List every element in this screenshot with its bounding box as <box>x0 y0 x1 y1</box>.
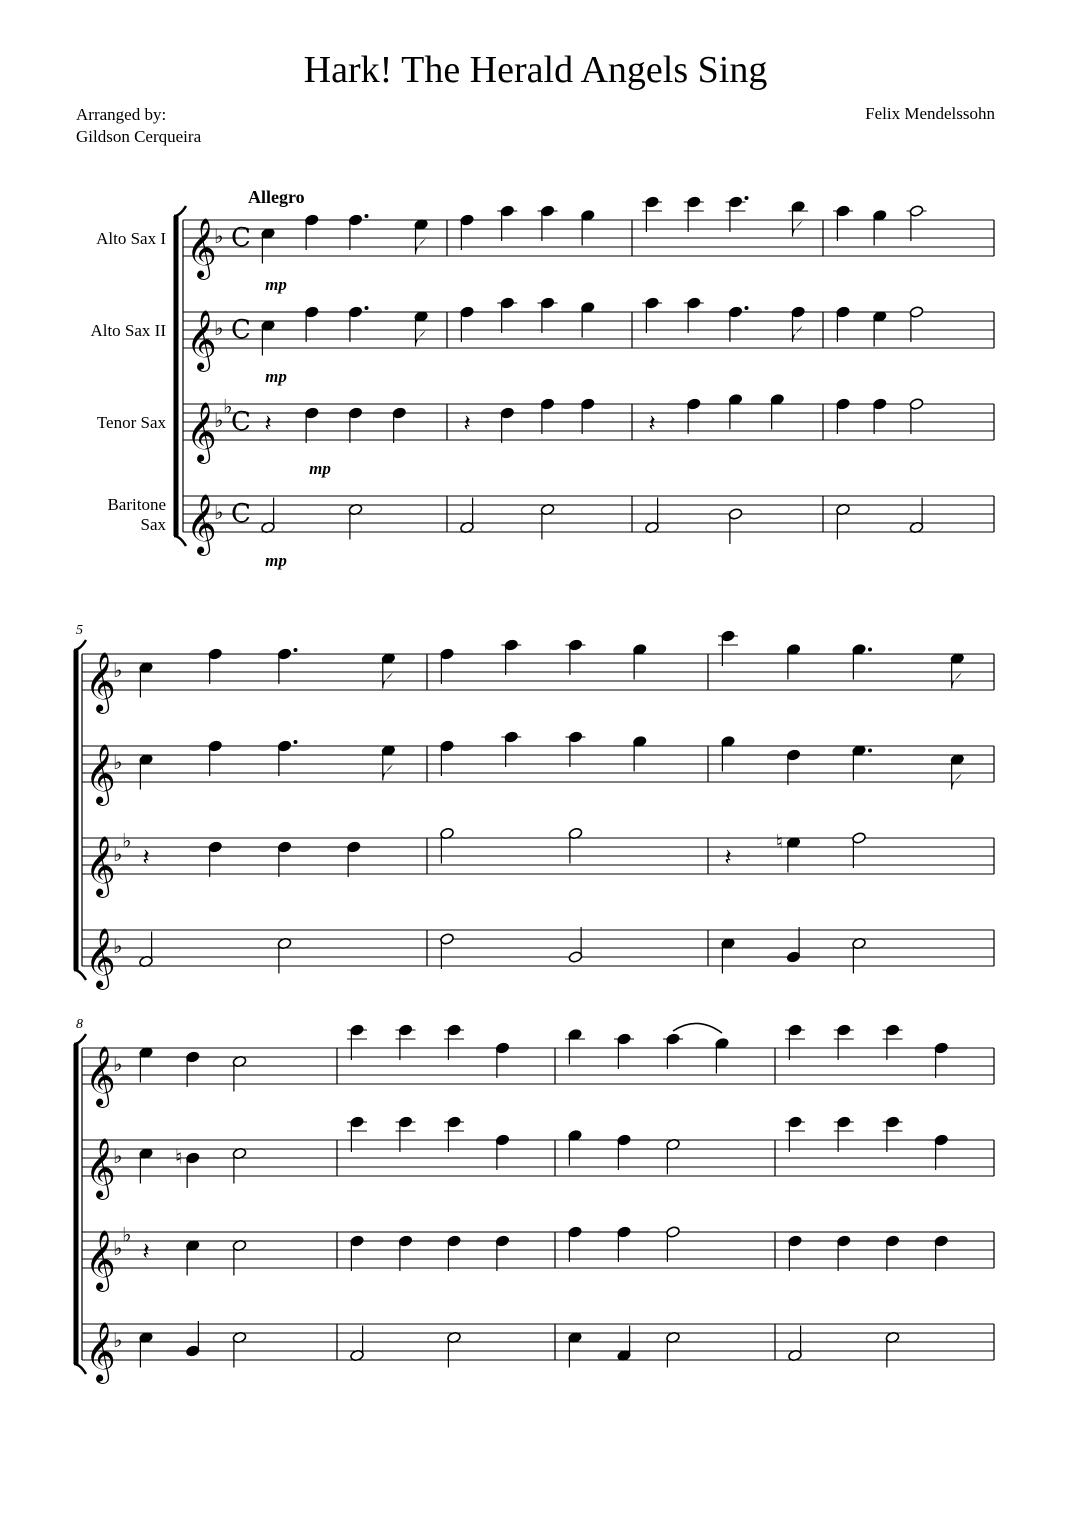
treble-clef: 𝄞 <box>186 310 217 370</box>
dynamic-marking: mp <box>309 459 331 478</box>
treble-clef: 𝄞 <box>85 1322 116 1382</box>
quarter-rest: 𝄽 <box>648 409 656 437</box>
key-flat: ♭ <box>113 1328 123 1352</box>
dynamic-marking: mp <box>265 275 287 294</box>
quarter-rest: 𝄽 <box>142 1237 150 1265</box>
key-flat: ♭ <box>113 750 123 774</box>
system-3 <box>74 1017 994 1384</box>
staff-1 <box>82 1046 994 1108</box>
score-title: Hark! The Herald Angels Sing <box>303 49 768 91</box>
treble-clef: 𝄞 <box>186 218 217 278</box>
measure-number: 8 <box>76 1017 83 1032</box>
augmentation-dot <box>745 196 749 200</box>
time-signature: C <box>231 407 251 437</box>
key-flat: ♭ <box>113 934 123 958</box>
time-signature: C <box>231 315 251 345</box>
eighth-flag <box>416 239 426 255</box>
key-flat: ♭ <box>113 842 123 866</box>
augmentation-dot <box>294 740 298 744</box>
treble-clef: 𝄞 <box>85 1230 116 1290</box>
time-signature: C <box>231 499 251 529</box>
key-flat: ♭ <box>214 224 224 248</box>
key-flat: ♭ <box>214 500 224 524</box>
key-flat: ♭ <box>113 1236 123 1260</box>
arranger-name: Gildson Cerqueira <box>76 127 202 146</box>
instrument-name: Tenor Sax <box>96 413 166 432</box>
instrument-name: Sax <box>140 515 166 534</box>
augmentation-dot <box>745 306 749 310</box>
treble-clef: 𝄞 <box>85 1046 116 1106</box>
treble-clef: 𝄞 <box>85 836 116 896</box>
bracket-top-hook <box>74 640 86 650</box>
augmentation-dot <box>294 648 298 652</box>
natural-sign: ♮ <box>775 829 784 854</box>
staff-1 <box>96 218 994 294</box>
key-flat: ♭ <box>223 394 233 419</box>
quarter-rest: 𝄽 <box>724 843 732 871</box>
eighth-flag <box>952 774 962 790</box>
augmentation-dot <box>365 306 369 310</box>
natural-sign: ♮ <box>175 1145 183 1169</box>
system-2 <box>74 623 994 990</box>
time-signature: C <box>231 223 251 253</box>
augmentation-dot <box>868 648 872 652</box>
treble-clef: 𝄞 <box>85 652 116 712</box>
key-flat: ♭ <box>122 828 132 853</box>
key-flat: ♭ <box>113 658 123 682</box>
dynamic-marking: mp <box>265 551 287 570</box>
staff-4 <box>82 1322 994 1384</box>
treble-clef: 𝄞 <box>186 402 217 462</box>
tempo-marking: Allegro <box>248 187 305 207</box>
tie <box>673 1023 722 1033</box>
key-flat: ♭ <box>214 408 224 432</box>
treble-clef: 𝄞 <box>85 928 116 988</box>
eighth-flag <box>383 765 393 781</box>
eighth-flag <box>383 673 393 689</box>
instrument-name: Alto Sax I <box>96 229 166 248</box>
instrument-name: Alto Sax II <box>90 321 166 340</box>
eighth-flag <box>416 331 426 347</box>
staff-1 <box>82 652 994 714</box>
composer-name: Felix Mendelssohn <box>865 104 995 123</box>
quarter-rest: 𝄽 <box>463 409 471 437</box>
augmentation-dot <box>868 749 872 753</box>
eighth-flag <box>793 326 803 342</box>
staff-4 <box>82 928 994 990</box>
measure-number: 5 <box>76 623 83 638</box>
key-flat: ♭ <box>122 1222 132 1247</box>
key-flat: ♭ <box>214 316 224 340</box>
treble-clef: 𝄞 <box>85 1138 116 1198</box>
bracket-top-hook <box>74 1034 86 1044</box>
quarter-rest: 𝄽 <box>142 843 150 871</box>
key-flat: ♭ <box>113 1144 123 1168</box>
treble-clef: 𝄞 <box>186 494 217 554</box>
arranged-by-label: Arranged by: <box>76 105 167 124</box>
treble-clef: 𝄞 <box>85 744 116 804</box>
quarter-rest: 𝄽 <box>264 409 272 437</box>
eighth-flag <box>793 221 803 237</box>
instrument-name: Baritone <box>107 495 166 514</box>
staff-2 <box>82 1138 994 1200</box>
augmentation-dot <box>365 214 369 218</box>
bracket-bottom-hook <box>174 536 186 546</box>
eighth-flag <box>952 673 962 689</box>
key-flat: ♭ <box>113 1052 123 1076</box>
dynamic-marking: mp <box>265 367 287 386</box>
staff-3 <box>82 1223 994 1293</box>
bracket-top-hook <box>174 206 186 216</box>
